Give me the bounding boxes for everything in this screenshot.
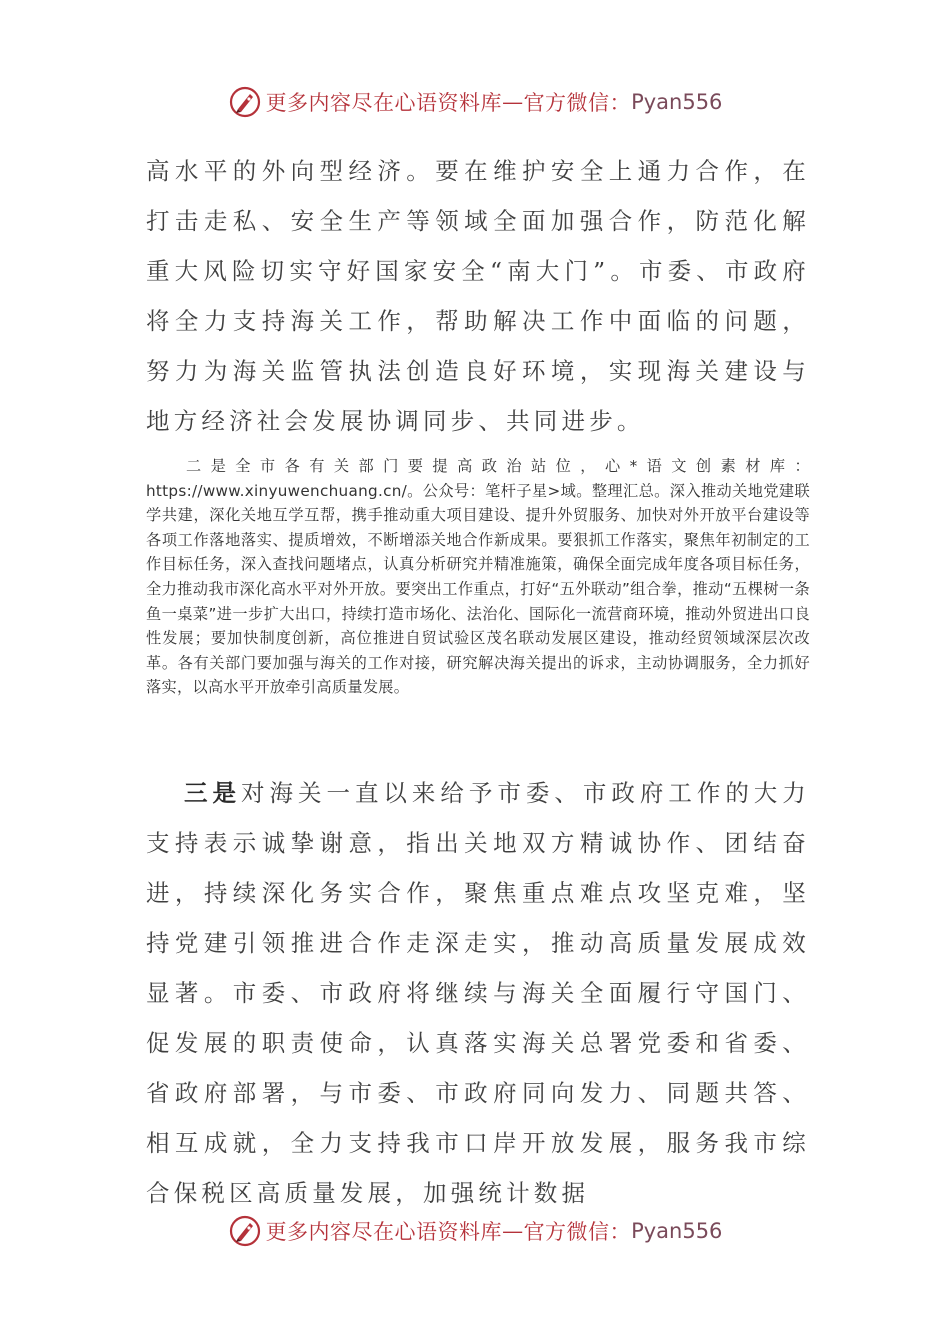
pen-nib-icon [228,85,262,119]
paragraph-3-text: 对海关一直以来给予市委、市政府工作的大力支持表示诚挚谢意，指出关地双方精诚协作、团结奋进，持续深化务实合作，聚焦重点难点攻坚克难，坚持党建引领推进合作走深走实，推动高质量发展成效显著。市委、市政府将继续与海关全面履行守国门、促发展的职责使命，认真落实海关总署党委和省委、省政府部署，与市委、市政府同向发力、同题共答、相互成就，全力支持我市口岸开放发展，服务我市综合保税区高质量发展，加强统计数据 [146,779,810,1207]
header-brand-text: 更多内容尽在心语资料库 [265,91,503,115]
footer-banner [0,1211,950,1251]
footer-wechat-id: Pyan556 [631,1219,723,1243]
header-wechat-id: Pyan556 [631,90,723,114]
header-dash: — [502,90,524,114]
footer-brand-text: 更多内容尽在心语资料库 [265,1220,503,1244]
footer-dash: — [502,1219,524,1243]
header-wechat-label: 官方微信： [523,91,632,115]
paragraph-2: 二是全市各有关部门要提高政治站位，心*语文创素材库：https://www.xinyuwenchuang.cn/。公众号：笔杆子星>域。整理汇总。深入推动关地党建联学共建，深化关地互学互帮，携手推动重大项目建设、提升外贸服务、加快对外开放平台建设等各项工作落地落实、提质增效，不断增添关地合作新成果。要狠抓工作落实，聚焦年初制定的工作目标任务，深入查找问题堵点，认真分析研究并精准施策，确保全面完成年度各项目标任务，全力推动我市深化高水平对外开放。要突出工作重点，打好“五外联动”组合拳，推动“五棵树一条鱼一桌菜”进一步扩大出口，持续打造市场化、法治化、国际化一流营商环境，推动外贸进出口良性发展；要加快制度创新，高位推进自贸试验区茂名联动发展区建设，推动经贸领域深层次改革。各有关部门要加强与海关的工作对接，研究解决海关提出的诉求，主动协调服务，全力抓好落实，以高水平开放牵引高质量发展。 [146,457,810,697]
header-banner [0,82,950,122]
pen-nib-icon [228,1214,262,1248]
footer-wechat-label: 官方微信： [523,1220,632,1244]
paragraph-1: 高水平的外向型经济。要在维护安全上通力合作，在打击走私、安全生产等领域全面加强合作，防范化解重大风险切实守好国家安全“南大门”。市委、市政府将全力支持海关工作，帮助解决工作中面临的问题，努力为海关监管执法创造良好环境，实现海关建设与地方经济社会发展协调同步、共同进步。 [146,157,810,435]
paragraph-3-lead: 三是 [184,779,241,807]
paragraph-3 [146,768,810,1218]
